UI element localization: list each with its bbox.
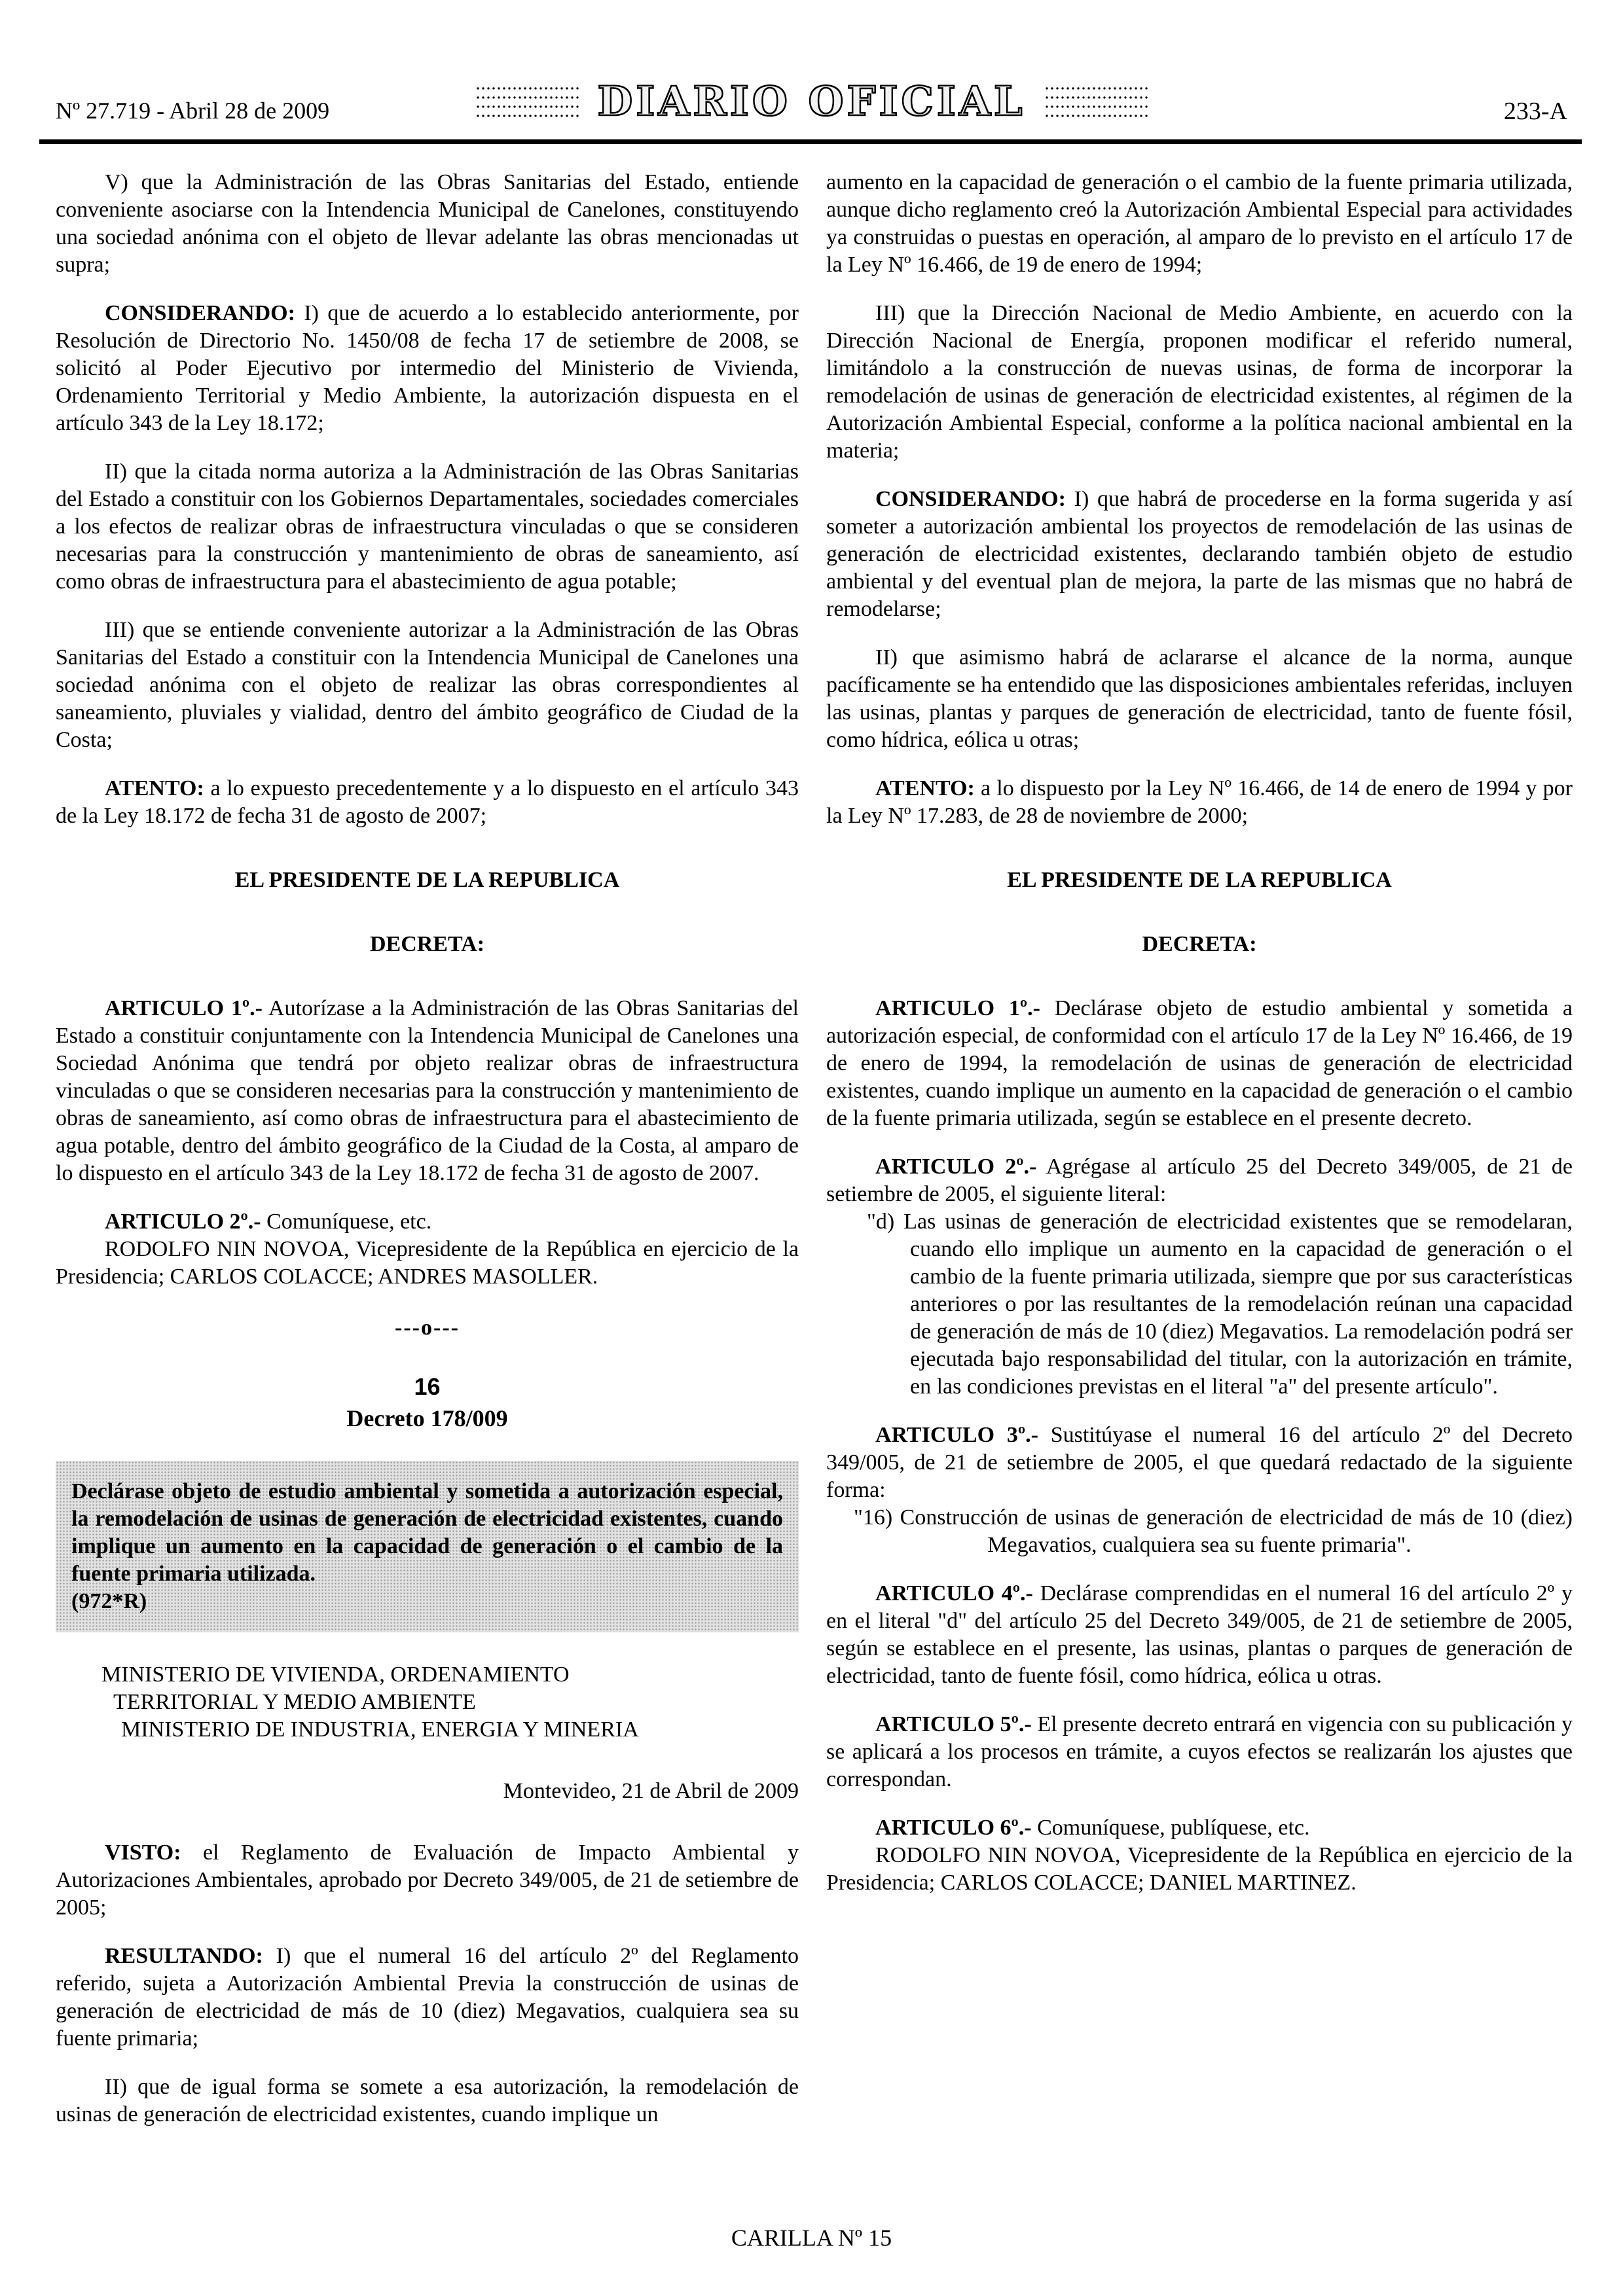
- decree-number: 16: [414, 1373, 441, 1400]
- issue-number: Nº 27.719 - Abril 28 de 2009: [56, 98, 330, 124]
- column-right: [826, 169, 1573, 2217]
- signature-block: RODOLFO NIN NOVOA, Vicepresidente de la República en ejercicio de la Presidencia; CARLOS COLACCE; DANIEL MARTINEZ.: [826, 1843, 1573, 1895]
- column-left: [56, 169, 799, 2217]
- paragraph-visto: VISTO: el Reglamento de Evaluación de Impacto Ambiental y Autorizaciones Ambientales, aprobado por Decreto 349/005, de 21 de setiembre de 2005;: [56, 1840, 799, 1920]
- signature-block: RODOLFO NIN NOVOA, Vicepresidente de la República en ejercicio de la Presidencia; CARLOS COLACCE; ANDRES MASOLLER.: [56, 1237, 799, 1289]
- paragraph-continuation: aumento en la capacidad de generación o el cambio de la fuente primaria utilizada, aunque dicho reglamento creó la Autorización Ambiental Especial para actividades ya construidas o puestas en operación, al amparo de lo previsto en el artículo 17 de la Ley Nº 16.466, de 19 de enero de 1994;: [826, 170, 1573, 277]
- carilla-label: CARILLA Nº 15: [731, 2225, 892, 2251]
- decree-title: Decreto 178/009: [346, 1405, 508, 1431]
- paragraph-articulo-1: ARTICULO 1º.- Autorízase a la Administración de las Obras Sanitarias del Estado a constituir conjuntamente con la Intendencia Municipal de Canelones una Sociedad Anónima que tendrá por objeto realizar obras de infraestructura vinculadas o que se consideren necesarias para la construcción y mantenimiento de obras de saneamiento, así como obras de infraestructura para el abastecimiento de agua potable, dentro del ámbito geográfico de la Ciudad de la Costa, al amparo de lo dispuesto en el artículo 343 de la Ley 18.172 de fecha 31 de agosto de 2007.: [56, 996, 799, 1185]
- paragraph-iii-resultando: III) que la Dirección Nacional de Medio Ambiente, en acuerdo con la Dirección Nacional de Energía, proponen modificar el referido numeral, limitándolo a la construcción de nuevas usinas, de forma de incorporar la remodelación de usinas de generación de electricidad existentes, al régimen de la Autorización Ambiental Especial, conforme a la política nacional ambiental en la materia;: [826, 301, 1573, 463]
- paragraph-resultando: RESULTANDO: I) que el numeral 16 del artículo 2º del Reglamento referido, sujeta a Autorización Ambiental Previa la construcción de usinas de generación de electricidad de más de 10 (diez) Megavatios, cualquiera sea su fuente primaria;: [56, 1944, 799, 2051]
- masthead-ornament-left-icon: [475, 84, 579, 119]
- paragraph-ii-considerando: II) que asimismo habrá de aclararse el alcance de la norma, aunque pacíficamente se ha entendido que las disposiciones ambientales referidas, incluyen las usinas, plantas y parques de generación de electricidad, tanto de fuente fósil, como hídrica, eólica u otras;: [826, 645, 1573, 752]
- paragraph-articulo-6: ARTICULO 6º.- Comuníquese, publíquese, etc.: [875, 1816, 1310, 1840]
- paragraph-considerando: CONSIDERANDO: I) que de acuerdo a lo establecido anteriormente, por Resolución de Directorio No. 1450/08 de fecha 17 de setiembre de 2008, se solicitó al Poder Ejecutivo por intermedio del Ministerio de Vivienda, Ordenamiento Territorial y Medio Ambiente, la autorización dispuesta en el artículo 343 de la Ley 18.172;: [56, 301, 799, 435]
- decree-summary-ref: (972*R): [71, 1589, 147, 1613]
- paragraph-articulo-5: ARTICULO 5º.- El presente decreto entrará en vigencia con su publicación y se aplicará a los procesos en trámite, a cuyos efectos se realizarán los ajustes que correspondan.: [826, 1712, 1573, 1791]
- ministries-block: [56, 1661, 799, 1744]
- numeral-16-item: "16) Construcción de usinas de generación de electricidad de más de 10 (diez) Megavatios, cualquiera sea su fuente primaria".: [854, 1505, 1573, 1557]
- paragraph-ii-resultando: II) que de igual forma se somete a esa autorización, la remodelación de usinas de generación de electricidad existentes, cuando implique un: [56, 2075, 799, 2126]
- dateline: Montevideo, 21 de Abril de 2009: [503, 1779, 799, 1803]
- paragraph-articulo-2: ARTICULO 2º.- Comuníquese, etc.: [105, 1210, 432, 1234]
- paragraph-articulo-3: ARTICULO 3º.- Sustitúyase el numeral 16 del artículo 2º del Decreto 349/005, de 21 de setiembre de 2005, el que quedará redactado de la siguiente forma:: [826, 1423, 1573, 1502]
- masthead-title: DIARIO OFICIAL: [597, 77, 1026, 125]
- header-rule: [39, 139, 1582, 144]
- page-footer: [0, 2224, 1623, 2251]
- paragraph-ii: II) que la citada norma autoriza a la Administración de las Obras Sanitarias del Estado a constituir con los Gobiernos Departamentales, sociedades comerciales a los efectos de realizar obras de infraestructura vinculadas o que se consideren necesarias para la construcción y mantenimiento de obras de saneamiento, así como obras de infraestructura para el abastecimiento de agua potable;: [56, 459, 799, 594]
- heading-decreta: DECRETA:: [1142, 932, 1257, 956]
- paragraph-articulo-1: ARTICULO 1º.- Declárase objeto de estudio ambiental y sometida a autorización especial, de conformidad con el artículo 17 de la Ley Nº 16.466, de 19 de enero de 1994, la remodelación de usinas de generación de electricidad existentes, cuando implique un aumento en la capacidad de generación o el cambio de la fuente primaria utilizada, según se establece en el presente decreto.: [826, 996, 1573, 1130]
- page-number: 233-A: [1503, 98, 1567, 125]
- paragraph-considerando: CONSIDERANDO: I) que habrá de procederse en la forma sugerida y así someter a autorización ambiental los proyectos de remodelación de las usinas de generación de electricidad existentes, declarando también objeto de estudio ambiental y del eventual plan de mejora, la parte de las mismas que no habrá de remodelarse;: [826, 487, 1573, 621]
- paragraph-v: V) que la Administración de las Obras Sanitarias del Estado, entiende conveniente asociarse con la Intendencia Municipal de Canelones, constituyendo una sociedad anónima con el objeto de llevar adelante las obras mencionadas ut supra;: [56, 170, 799, 277]
- paragraph-atento: ATENTO: a lo dispuesto por la Ley Nº 16.466, de 14 de enero de 1994 y por la Ley Nº 17.283, de 28 de noviembre de 2000;: [826, 776, 1573, 828]
- heading-presidente: EL PRESIDENTE DE LA REPUBLICA: [1007, 868, 1392, 892]
- ministry-line: TERRITORIAL Y MEDIO AMBIENTE: [113, 1690, 476, 1714]
- masthead: [0, 77, 1623, 125]
- masthead-ornament-right-icon: [1044, 84, 1148, 119]
- heading-presidente: EL PRESIDENTE DE LA REPUBLICA: [234, 868, 620, 892]
- paragraph-iii: III) que se entiende conveniente autorizar a la Administración de las Obras Sanitarias del Estado a constituir con la Intendencia Municipal de Canelones una sociedad anónima con el objeto de realizar las obras correspondientes al saneamiento, pluviales y vialidad, dentro del ámbito geográfico de Ciudad de la Costa;: [56, 618, 799, 752]
- paragraph-articulo-2: ARTICULO 2º.- Agrégase al artículo 25 del Decreto 349/005, de 21 de setiembre de 2005, el siguiente literal:: [826, 1155, 1573, 1206]
- ministry-line: MINISTERIO DE VIVIENDA, ORDENAMIENTO: [101, 1662, 570, 1687]
- decree-summary-box: [56, 1461, 799, 1632]
- section-separator: ---o---: [395, 1316, 460, 1340]
- paragraph-articulo-4: ARTICULO 4º.- Declárase comprendidas en el numeral 16 del artículo 2º y en el literal "d" del artículo 25 del Decreto 349/005, de 21 de setiembre de 2005, según se establece en el presente, las usinas, plantas o parques de generación de electricidad, tanto de fuente fósil, como hídrica, eólica u otras.: [826, 1581, 1573, 1688]
- paragraph-atento: ATENTO: a lo expuesto precedentemente y a lo dispuesto en el artículo 343 de la Ley 18.172 de fecha 31 de agosto de 2007;: [56, 776, 799, 828]
- decree-summary-text: Declárase objeto de estudio ambiental y sometida a autorización especial, la remodelación de usinas de generación de electricidad existentes, cuando implique un aumento en la capacidad de generación o el cambio de la fuente primaria utilizada.: [71, 1479, 783, 1586]
- literal-d-item: "d) Las usinas de generación de electricidad existentes que se remodelaran, cuando ello implique un aumento en la capacidad de generación o el cambio de la fuente primaria utilizada, siempre que por sus características anteriores o por las resultantes de la remodelación reúnan una capacidad de generación de más de 10 (diez) Megavatios. La remodelación podrá ser ejecutada bajo responsabilidad del titular, con la autorización en trámite, en las condiciones previstas en el literal "a" del presente artículo".: [867, 1210, 1573, 1399]
- ministry-line: MINISTERIO DE INDUSTRIA, ENERGIA Y MINERIA: [121, 1717, 639, 1742]
- heading-decreta: DECRETA:: [369, 932, 485, 956]
